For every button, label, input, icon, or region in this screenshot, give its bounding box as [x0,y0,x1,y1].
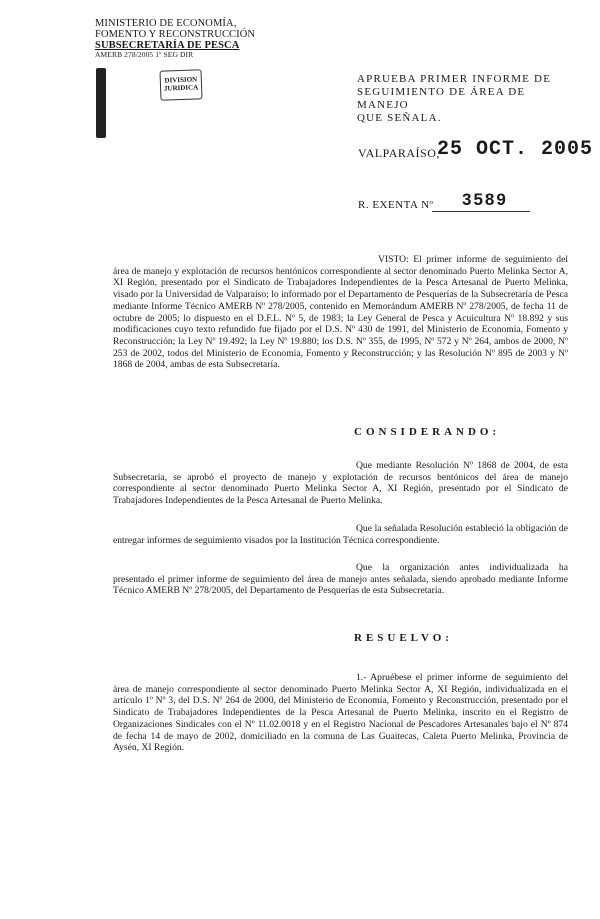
considerando-paragraph-3: Que la organización antes individualizada ha presentado el primer informe de seguimiento del área de manejo antes señalada, siendo aprobado mediante Informe Técnico AMERB Nº 278/2005, del Departamento de Pesquerías de esta Subsecretaría. [113,562,568,597]
header-line-2: FOMENTO Y RECONSTRUCCIÓN [95,29,256,40]
subject-line-1-text: APRUEBA PRIMER INFORME DE [357,73,552,85]
ministry-header [95,18,255,59]
place-label: VALPARAÍSO, [358,146,440,160]
exenta-number-line [432,211,530,212]
considerando-paragraph-2: Que la señalada Resolución estableció la obligación de entregar informes de seguimiento visados por la Institución Técnica correspondiente. [113,523,568,546]
stamp-line-2: JURIDICA [163,83,199,93]
stamp-line-1: DIVISION [164,75,198,85]
considerando-paragraph-1: Que mediante Resolución Nº 1868 de 2004, de esta Subsecretaría, se aprobó el proyecto de manejo y explotación de recursos bentónicos del área de manejo correspondiente al sector denominado Puerto Melinka Sector A, XI Región, presentado por el Sindicato de Trabajadores Independientes de la Pesca Artesanal de Puerto Melinka. [113,460,568,507]
division-juridica-stamp [159,69,202,100]
header-line-3: SUBSECRETARÍA DE PESCA [95,40,240,51]
header-line-1: MINISTERIO DE ECONOMÍA, [95,18,237,29]
subject-line-1 [357,73,572,86]
header-line-4: AMERB 278/2005 1º SEG DIR [95,50,194,59]
resuelvo-paragraph-1: 1.- Apruébese el primer informe de seguimiento del área de manejo correspondiente al sector denominado Puerto Melinka Sector A, XI Región, individualizada en el artículo 1º Nº 3, del D.S. Nº 264 de 2000, del Ministerio de Economía, Fomento y Reconstrucción, presentado por el Sindicato de Trabajadores Independientes de la Pesca Artesanal de Puerto Melinka, inscrito en el Registro de Organizaciones Sindicales con el Nº 11.02.0018 y en el Registro Nacional de Pescadores Artesanales bajo el Nº 874 de fecha 14 de mayo de 2002, domiciliado en la comuna de Las Guaitecas, Caleta Puerto Melinka, Provincia de Aysén, XI Región. [113,672,568,754]
considerando-heading: CONSIDERANDO: [354,426,501,438]
exenta-number: 3589 [462,190,508,209]
resuelvo-heading: RESUELVO: [354,632,453,644]
date-stamp: 25 OCT. 2005 [437,138,594,161]
subject-line-2: SEGUIMIENTO DE ÁREA DE MANEJO [357,86,526,111]
exenta-label: R. EXENTA Nº [358,199,434,211]
subject-line-3: QUE SEÑALA. [357,112,442,124]
margin-mark [96,68,106,138]
subject-block [357,73,572,125]
visto-paragraph: VISTO: El primer informe de seguimiento del área de manejo y explotación de recursos bentónicos correspondiente al sector denominado Puerto Melinka Sector A, XI Región, presentado por el Sindicato de Trabajadores Independientes de la Pesca Artesanal de Puerto Melinka, visado por la Universidad de Valparaíso; lo informado por el Departamento de Pesquerías de la Subsecretaría de Pesca mediante Informe Técnico AMERB Nº 278/2005, contenido en Memorándum AMERB Nº 278/2005, de fecha 11 de octubre de 2005; lo dispuesto en el D.F.L. Nº 5, de 1983; la Ley General de Pesca y Acuicultura Nº 18.892 y sus modificaciones cuyo texto refundido fue fijado por el D.S. Nº 430 de 1991, del Ministerio de Economía, Fomento y Reconstrucción; la Ley Nº 19.492; la Ley Nº 19.880; los D.S. Nº 355, de 1995, Nº 572 y Nº 264, ambos de 2000, Nº 253 de 2002, todos del Ministerio de Economía, Fomento y Reconstrucción; y las Resolución Nº 895 de 2003 y Nº 1868 de 2004, ambas de esta Subsecretaría. [113,254,568,371]
